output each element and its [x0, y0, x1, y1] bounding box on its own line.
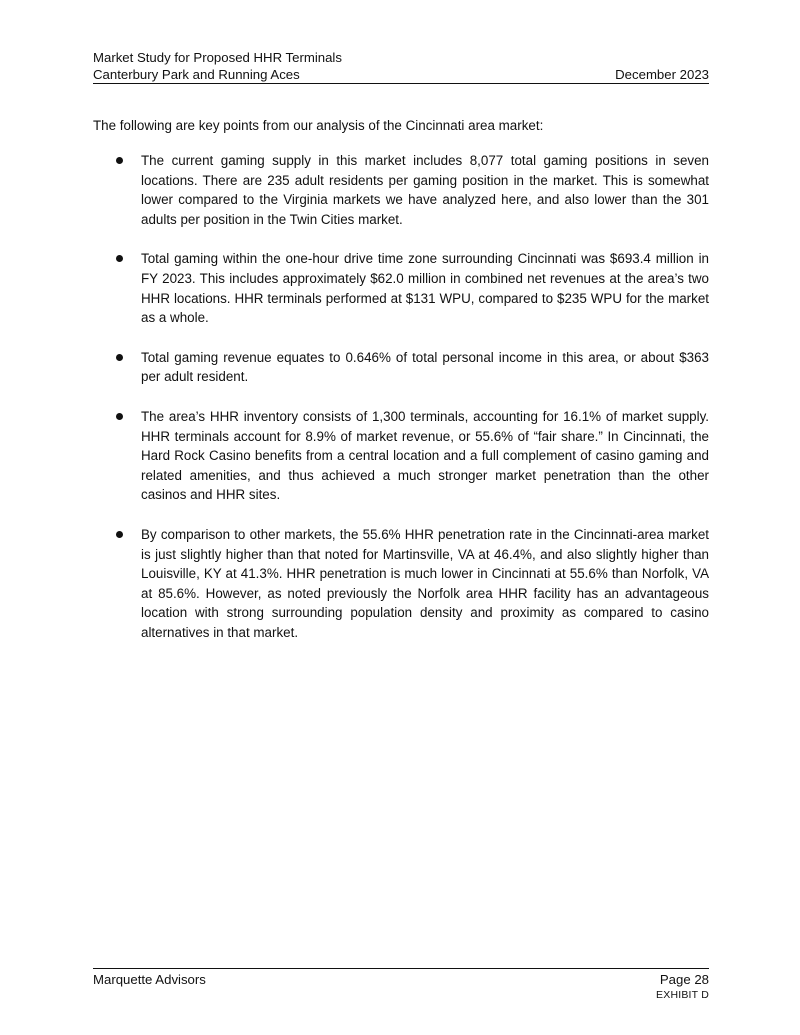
bullet-icon	[116, 157, 123, 164]
page-footer	[93, 968, 709, 1002]
list-item-text: The area’s HHR inventory consists of 1,300 terminals, accounting for 16.1% of market supply. HHR terminals account for 8.9% of market revenue, or 55.6% of “fair share.” In Cincinnati, the Hard Rock Casino benefits from a central location and a full complement of casino gaming and related amenities, and thus achieved a much stronger market penetration than the other casinos and HHR sites.	[141, 408, 709, 503]
list-item-text: Total gaming within the one-hour drive time zone surrounding Cincinnati was $693.4 million in FY 2023. This includes approximately $62.0 million in combined net revenues at the area’s two HHR locations. HHR terminals performed at $131 WPU, compared to $235 WPU for the market as a whole.	[141, 251, 709, 326]
page-header	[93, 49, 709, 84]
header-subtitle-row	[93, 66, 709, 84]
footer-row	[93, 968, 709, 988]
bullet-icon	[116, 255, 123, 262]
header-title: Market Study for Proposed HHR Terminals	[93, 50, 342, 65]
bullet-icon	[116, 413, 123, 420]
exhibit-label: EXHIBIT D	[656, 989, 709, 1001]
footer-company: Marquette Advisors	[93, 972, 206, 987]
list-item-text: By comparison to other markets, the 55.6% HHR penetration rate in the Cincinnati-area market is just slightly higher than that noted for Martinsville, VA at 46.4%, and also slightly higher than Louisville, KY at 41.3%. HHR penetration is much lower in Cincinnati at 55.6% than Norfolk, VA at 85.6%. However, as noted previously the Norfolk area HHR facility has an advantageous location with strong surrounding population density and proximity as compared to casino alternatives in that market.	[141, 526, 709, 640]
list-item	[93, 249, 709, 327]
list-item	[93, 525, 709, 643]
bullet-icon	[116, 531, 123, 538]
key-points-list	[93, 151, 709, 662]
list-item	[93, 151, 709, 229]
intro-paragraph: The following are key points from our analysis of the Cincinnati area market:	[93, 118, 544, 133]
list-item-text: Total gaming revenue equates to 0.646% of total personal income in this area, or about $363 per adult resident.	[141, 349, 709, 385]
list-item	[93, 407, 709, 505]
list-item-text: The current gaming supply in this market includes 8,077 total gaming positions in seven locations. There are 235 adult residents per gaming position in the market. This is somewhat lower compared to the Virginia markets we have analyzed here, and also lower than the 301 adults per position in the Twin Cities market.	[141, 153, 709, 227]
bullet-icon	[116, 354, 123, 361]
list-item	[93, 348, 709, 387]
header-subtitle: Canterbury Park and Running Aces	[93, 67, 300, 82]
header-date: December 2023	[615, 67, 709, 82]
page-number: Page 28	[659, 972, 709, 987]
